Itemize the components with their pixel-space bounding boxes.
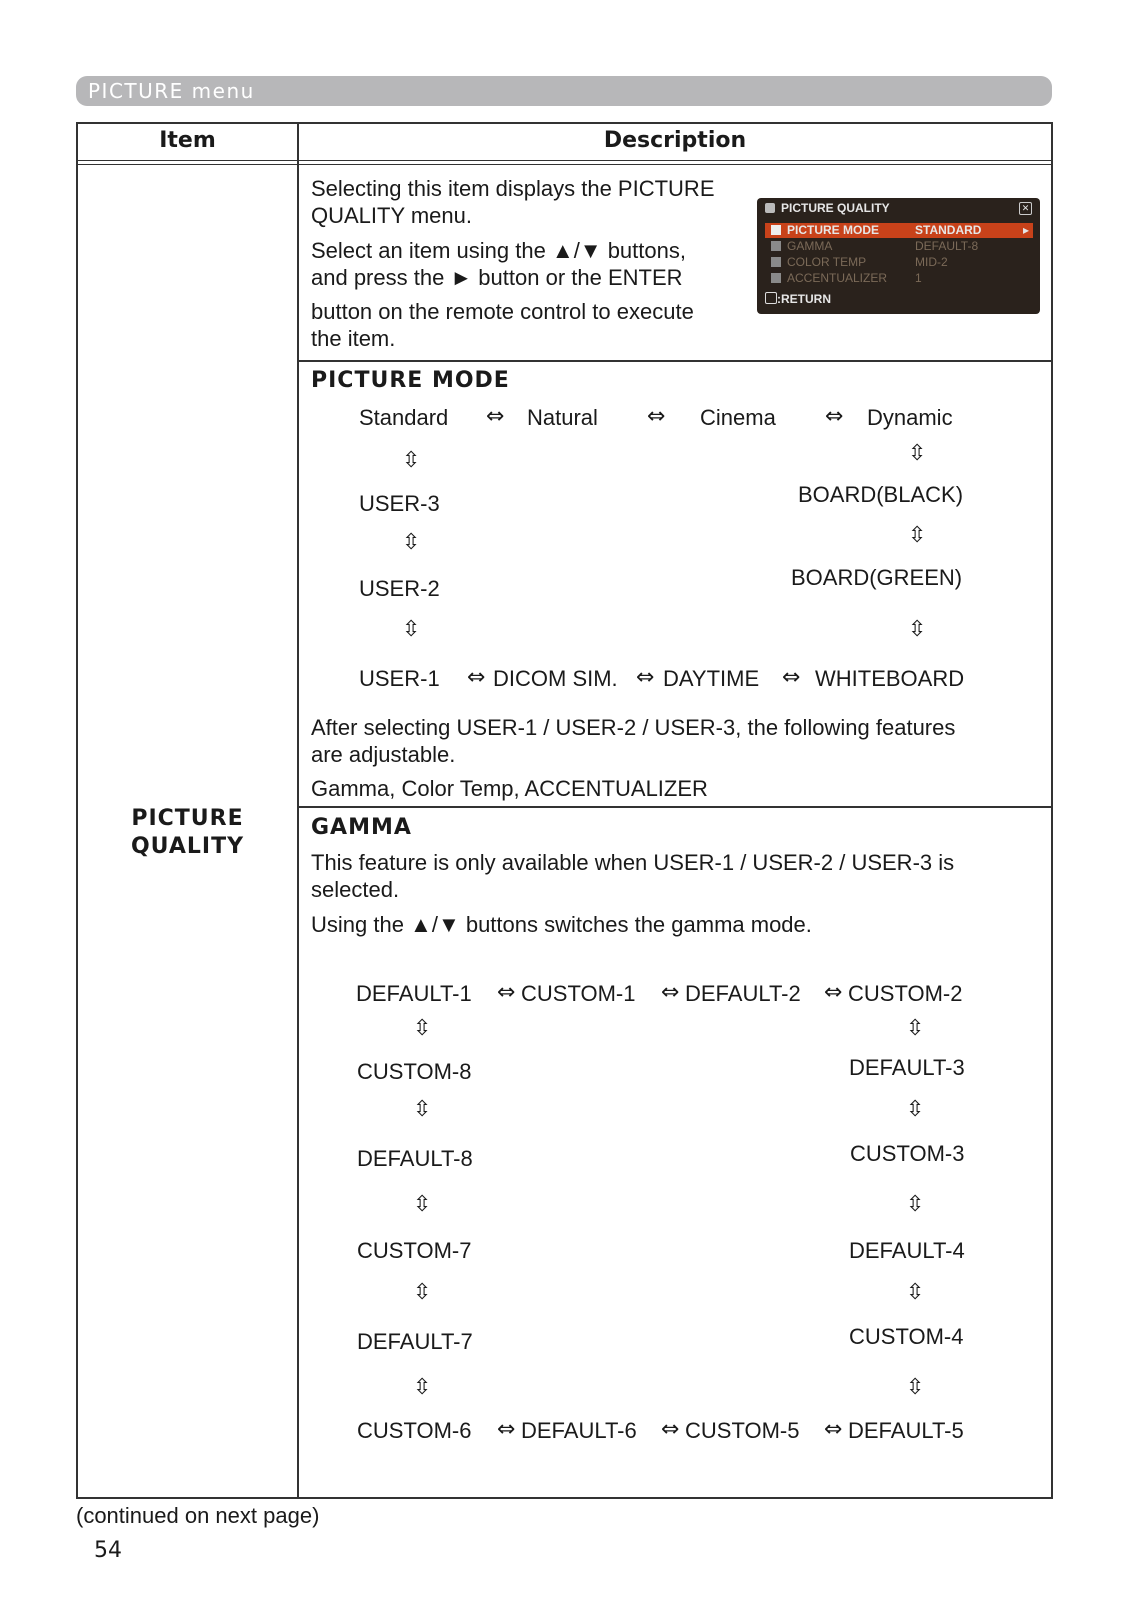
osd-menu-icon: [765, 203, 775, 213]
picture-mode-heading: PICTURE MODE: [311, 368, 510, 393]
table-column-divider: [297, 122, 299, 1499]
mode-user-3: USER-3: [359, 491, 440, 516]
vertical-arrow-icon: ⇳: [402, 448, 421, 473]
horizontal-arrow-icon: ⇔: [782, 665, 801, 690]
color-temp-icon: [771, 257, 781, 267]
gamma-default-5: DEFAULT-5: [848, 1418, 964, 1443]
column-header-item: Item: [159, 128, 216, 153]
gamma-default-7: DEFAULT-7: [357, 1329, 473, 1354]
gamma-custom-8: CUSTOM-8: [357, 1059, 472, 1084]
section-header-bar: [76, 76, 1052, 106]
table-border-top: [76, 122, 1053, 124]
row-divider-2: [297, 806, 1053, 808]
vertical-arrow-icon: ⇳: [908, 441, 927, 466]
osd-row-label: ACCENTUALIZER: [787, 271, 888, 285]
gamma-default-8: DEFAULT-8: [357, 1146, 473, 1171]
osd-row-label: COLOR TEMP: [787, 255, 867, 269]
vertical-arrow-icon: ⇳: [413, 1016, 432, 1041]
osd-row-value: MID-2: [915, 255, 948, 269]
osd-row-picture-mode: [765, 223, 1033, 238]
gamma-default-3: DEFAULT-3: [849, 1055, 965, 1080]
vertical-arrow-icon: ⇳: [402, 617, 421, 642]
intro-line-1: Selecting this item displays the PICTURE: [311, 176, 715, 201]
page-number: 54: [94, 1538, 122, 1563]
vertical-arrow-icon: ⇳: [908, 523, 927, 548]
vertical-arrow-icon: ⇳: [906, 1280, 925, 1305]
gamma-default-1: DEFAULT-1: [356, 981, 472, 1006]
adjustable-features: Gamma, Color Temp, ACCENTUALIZER: [311, 776, 708, 801]
osd-close-icon: ✕: [1019, 202, 1032, 215]
section-title: PICTURE menu: [88, 79, 255, 103]
osd-title: PICTURE QUALITY: [781, 201, 890, 215]
picture-mode-icon: [771, 225, 781, 235]
horizontal-arrow-icon: ⇔: [825, 404, 844, 429]
horizontal-arrow-icon: ⇔: [661, 980, 680, 1005]
gamma-desc-line-3: Using the ▲/▼ buttons switches the gamma mode.: [311, 912, 812, 937]
horizontal-arrow-icon: ⇔: [636, 665, 655, 690]
vertical-arrow-icon: ⇳: [906, 1375, 925, 1400]
osd-row-gamma: [765, 239, 1033, 254]
mode-board-black: BOARD(BLACK): [798, 482, 964, 507]
osd-row-value: DEFAULT-8: [915, 239, 979, 253]
gamma-heading: GAMMA: [311, 815, 412, 840]
item-name-line1: PICTURE: [131, 806, 244, 831]
mode-dicom-sim: DICOM SIM.: [493, 666, 618, 691]
intro-line-5: button on the remote control to execute: [311, 299, 694, 324]
item-name: [78, 805, 297, 861]
return-icon: [765, 292, 777, 304]
osd-row-value: STANDARD: [915, 223, 982, 237]
table-header-rule-2: [76, 164, 1053, 165]
row-divider-1: [297, 360, 1053, 362]
continued-note: (continued on next page): [76, 1503, 320, 1528]
gamma-icon: [771, 241, 781, 251]
osd-menu-screenshot: [757, 198, 1040, 314]
gamma-desc-line-2: selected.: [311, 877, 400, 902]
horizontal-arrow-icon: ⇔: [661, 1417, 680, 1442]
mode-daytime: DAYTIME: [663, 666, 760, 691]
accentualizer-icon: [771, 273, 781, 283]
table-header-rule: [76, 160, 1053, 161]
table-border-bottom: [76, 1497, 1053, 1499]
table-border-right: [1051, 122, 1053, 1499]
arrow-right-icon: ▸: [1022, 223, 1029, 237]
gamma-custom-3: CUSTOM-3: [850, 1141, 965, 1166]
osd-return-label: :RETURN: [777, 292, 831, 306]
mode-board-green: BOARD(GREEN): [791, 565, 963, 590]
intro-line-3: Select an item using the ▲/▼ buttons,: [311, 238, 686, 263]
vertical-arrow-icon: ⇳: [413, 1097, 432, 1122]
osd-row-value: 1: [915, 271, 922, 285]
osd-row-label: GAMMA: [787, 239, 833, 253]
vertical-arrow-icon: ⇳: [906, 1097, 925, 1122]
gamma-custom-1: CUSTOM-1: [521, 981, 636, 1006]
horizontal-arrow-icon: ⇔: [824, 980, 843, 1005]
mode-natural: Natural: [527, 405, 598, 430]
gamma-default-4: DEFAULT-4: [849, 1238, 965, 1263]
horizontal-arrow-icon: ⇔: [647, 404, 666, 429]
osd-row-color-temp: [765, 255, 1033, 270]
vertical-arrow-icon: ⇳: [402, 530, 421, 555]
gamma-default-2: DEFAULT-2: [685, 981, 801, 1006]
horizontal-arrow-icon: ⇔: [497, 980, 516, 1005]
gamma-custom-5: CUSTOM-5: [685, 1418, 800, 1443]
vertical-arrow-icon: ⇳: [413, 1375, 432, 1400]
mode-user-2: USER-2: [359, 576, 440, 601]
horizontal-arrow-icon: ⇔: [824, 1417, 843, 1442]
gamma-custom-2: CUSTOM-2: [848, 981, 963, 1006]
gamma-desc-line-1: This feature is only available when USER-1 / USER-2 / USER-3 is: [311, 850, 955, 875]
mode-user-1: USER-1: [359, 666, 440, 691]
mode-dynamic: Dynamic: [867, 405, 953, 430]
gamma-custom-7: CUSTOM-7: [357, 1238, 472, 1263]
mode-standard: Standard: [359, 405, 449, 430]
column-header-description: Description: [603, 128, 747, 153]
osd-return: [765, 292, 831, 306]
osd-row-accentualizer: [765, 271, 1033, 286]
gamma-default-6: DEFAULT-6: [521, 1418, 637, 1443]
mode-cinema: Cinema: [700, 405, 776, 430]
picture-mode-note-line-1: After selecting USER-1 / USER-2 / USER-3, the following features: [311, 715, 956, 740]
vertical-arrow-icon: ⇳: [908, 617, 927, 642]
vertical-arrow-icon: ⇳: [413, 1192, 432, 1217]
picture-mode-note-line-2: are adjustable.: [311, 742, 456, 767]
horizontal-arrow-icon: ⇔: [467, 665, 486, 690]
intro-line-6: the item.: [311, 326, 396, 351]
vertical-arrow-icon: ⇳: [906, 1016, 925, 1041]
intro-line-4: and press the ► button or the ENTER: [311, 265, 683, 290]
intro-line-2: QUALITY menu.: [311, 203, 472, 228]
osd-row-label: PICTURE MODE: [787, 223, 880, 237]
vertical-arrow-icon: ⇳: [906, 1192, 925, 1217]
horizontal-arrow-icon: ⇔: [497, 1417, 516, 1442]
horizontal-arrow-icon: ⇔: [486, 404, 505, 429]
gamma-custom-6: CUSTOM-6: [357, 1418, 472, 1443]
vertical-arrow-icon: ⇳: [413, 1280, 432, 1305]
item-name-line2: QUALITY: [130, 834, 245, 859]
mode-whiteboard: WHITEBOARD: [815, 666, 965, 691]
gamma-custom-4: CUSTOM-4: [849, 1324, 964, 1349]
